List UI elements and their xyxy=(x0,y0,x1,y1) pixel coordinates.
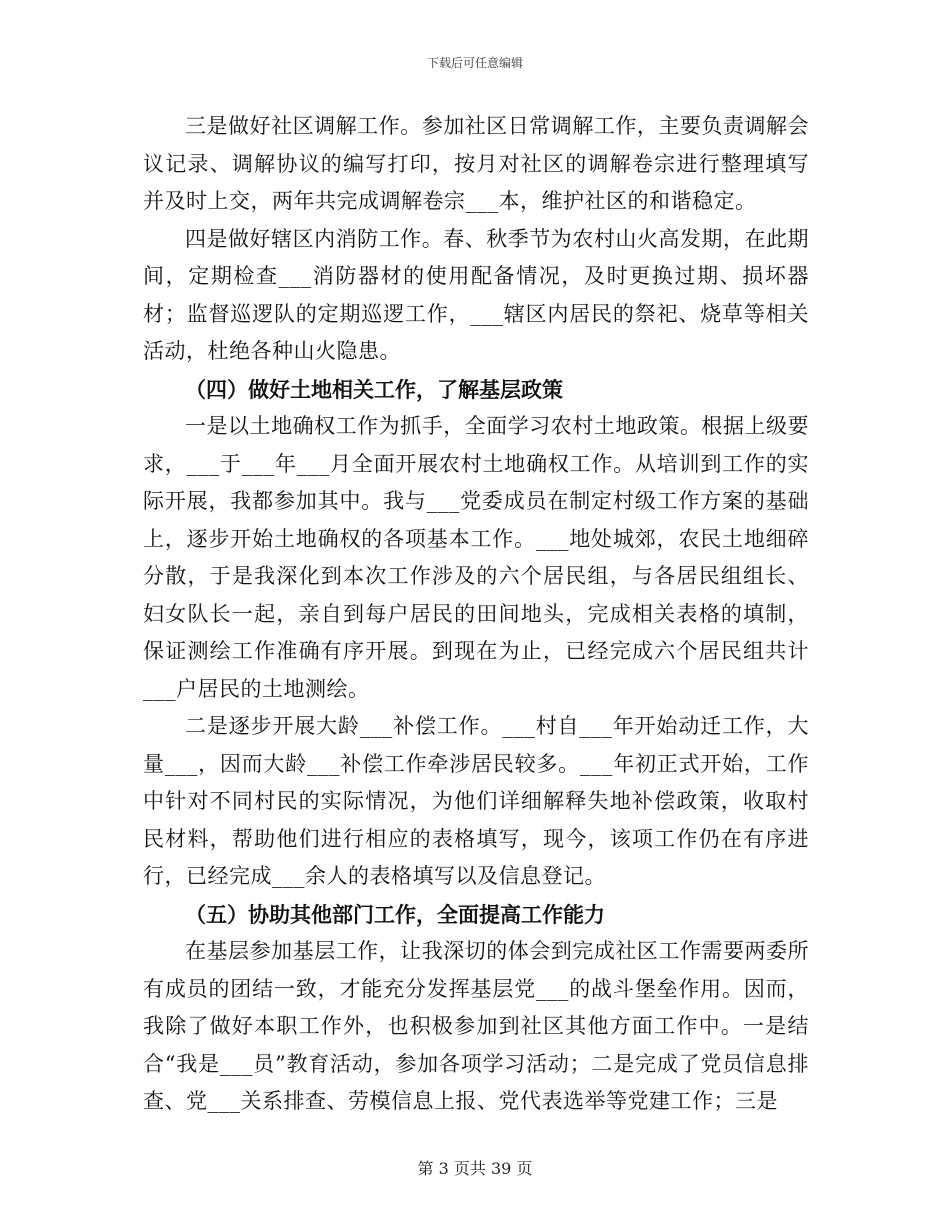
paragraph-land-rights: 一是以土地确权工作为抓手，全面学习农村土地政策。根据上级要求，___于___年___月全面开展农村土地确权工作。从培训到工作的实际开展，我都参加其中。我与___党委成员在制定村级工作方案的基础上，逐步开始土地确权的各项基本工作。___地处城郊，农民土地细碎分散，于是我深化到本次工作涉及的六个居民组，与各居民组组长、妇女队长一起，亲自到每户居民的田间地头，完成相关表格的填制，保证测绘工作准确有序开展。到现在为止，已经完成六个居民组共计___户居民的土地测绘。 xyxy=(143,414,809,701)
page-footer: 第 3 页共 39 页 xyxy=(417,1159,533,1178)
page-header: 下载后可任意编辑 xyxy=(426,56,523,70)
paragraph-fire-safety: 四是做好辖区内消防工作。春、秋季节为农村山火高发期，在此期间，定期检查___消防器材的使用配备情况，及时更换过期、损坏器材；监督巡逻队的定期巡逻工作，___辖区内居民的祭祀、烧草等相关活动，杜绝各种山火隐患。 xyxy=(143,226,809,363)
paragraph-assist-departments: 在基层参加基层工作，让我深切的体会到完成社区工作需要两委所有成员的团结一致，才能充分发挥基层党___的战斗堡垒作用。因而，我除了做好本职工作外，也积极参加到社区其他方面工作中。一是结合“我是___员”教育活动，参加各项学习活动；二是完成了党员信息排查、党___关系排查、劳模信息上报、党代表选举等党建工作；三是 xyxy=(143,939,809,1113)
paragraph-mediation: 三是做好社区调解工作。参加社区日常调解工作，主要负责调解会议记录、调解协议的编写打印，按月对社区的调解卷宗进行整理填写并及时上交，两年共完成调解卷宗___本，维护社区的和谐稳定。 xyxy=(143,114,809,213)
paragraph-compensation: 二是逐步开展大龄___补偿工作。___村自___年开始动迁工作，大量___，因而大龄___补偿工作牵涉居民较多。___年初正式开始，工作中针对不同村民的实际情况，为他们详细解释失地补偿政策，收取村民材料，帮助他们进行相应的表格填写，现今，该项工作仍在有序进行，已经完成___余人的表格填写以及信息登记。 xyxy=(143,714,809,888)
document-body xyxy=(143,108,809,1121)
section-heading-land: （四）做好土地相关工作，了解基层政策 xyxy=(185,376,563,402)
section-heading-assist: （五）协助其他部门工作，全面提高工作能力 xyxy=(185,901,605,927)
